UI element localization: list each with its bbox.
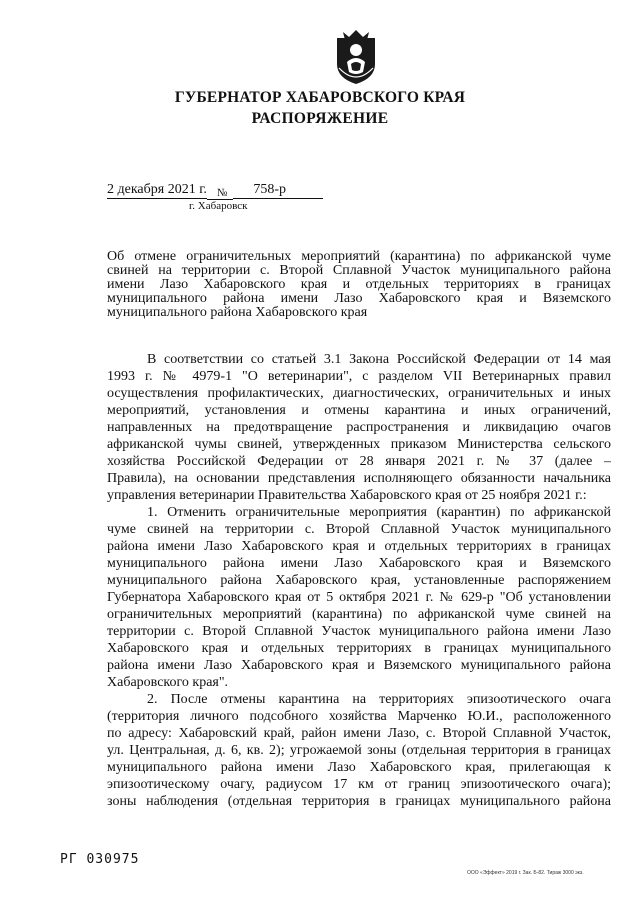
text-line: зоны наблюдения (отдельная территория в границах муниципального района: [107, 794, 611, 809]
text-line: африканской чумы свиней, утвержденных приказом Министерства сельского: [107, 437, 611, 452]
text-line: (территория личного подсобного хозяйства Марченко Ю.И., расположенного: [107, 709, 611, 724]
text-line: В соответствии со статьей 3.1 Закона Российской Федерации от 14 мая: [147, 352, 611, 367]
text-line: Хабаровского края".: [107, 675, 229, 690]
text-line: управления ветеринарии Правительства Хабаровского края от 25 ноября 2021 г.:: [107, 488, 587, 503]
text-line: ул. Центральная, д. 6, кв. 2); угрожаемой зоны (отдельная территория в границах: [107, 743, 611, 758]
text-line: чуме свиней на территории с. Второй Сплавной Участок муниципального: [107, 522, 611, 537]
number-label: №: [207, 187, 234, 200]
text-line: 1993 г. № 4979-1 "О ветеринарии", с разделом VII Ветеринарных правил: [107, 369, 611, 384]
date-number-line: [107, 182, 323, 200]
text-line: 2. После отмены карантина на территориях эпизоотического очага: [147, 692, 611, 707]
issuer-heading: ГУБЕРНАТОР ХАБАРОВСКОГО КРАЯ: [174, 89, 466, 106]
coat-of-arms-icon: [333, 28, 379, 86]
text-line: района имени Лазо Хабаровского края и Вяземского муниципального района: [107, 658, 611, 673]
text-line: свиней на территории с. Второй Сплавной Участок муниципального района: [107, 264, 611, 278]
text-line: направленных на предотвращение распространения и ликвидацию очагов: [107, 420, 611, 435]
text-line: Хабаровского края и отдельных территориях в границах муниципального: [107, 641, 611, 656]
text-line: мероприятий, установления и отмены карантина и иных ограничений,: [107, 403, 611, 418]
text-line: 1. Отменить ограничительные мероприятия (карантин) по африканской: [147, 505, 611, 520]
printer-imprint: ООО «Эффект» 2019 г. Зак. Б-82. Тираж 3000 экз.: [467, 870, 584, 876]
document-type-heading: РАСПОРЯЖЕНИЕ: [251, 110, 389, 127]
text-line: Правила), на основании представления исполняющего обязанности начальника: [107, 471, 611, 486]
document-body: [107, 351, 611, 810]
text-line: ограничительных мероприятий (карантина) по африканской чуме свиней на: [107, 607, 611, 622]
document-date: 2 декабря 2021 г.: [107, 182, 207, 197]
document-title: [107, 250, 611, 320]
place-of-issue: г. Хабаровск: [189, 200, 248, 212]
text-line: по адресу: Хабаровский край, район имени Лазо, с. Второй Сплавной Участок,: [107, 726, 611, 741]
registration-number: РГ 030975: [60, 852, 140, 867]
text-line: района имени Лазо Хабаровского края и отдельных территориях в границах: [107, 539, 611, 554]
text-line: Губернатора Хабаровского края от 5 октября 2021 г. № 629-р "Об установлении: [107, 590, 611, 605]
text-line: осуществления профилактических, диагностических, ограничительных и иных: [107, 386, 611, 401]
text-line: хозяйства Российской Федерации от 28 января 2021 г. № 37 (далее –: [107, 454, 611, 469]
document-number: 758-р: [233, 182, 323, 199]
text-line: муниципального района имени Лазо Хабаровского края и Вяземского: [107, 556, 611, 571]
text-line: Об отмене ограничительных мероприятий (карантина) по африканской чуме: [107, 250, 611, 264]
text-line: имени Лазо Хабаровского края и отдельных территориях в границах: [107, 278, 611, 292]
text-line: муниципального района имени Лазо Хабаровского края и Вяземского: [107, 292, 611, 306]
text-line: территории с. Второй Сплавной Участок муниципального района имени Лазо: [107, 624, 611, 639]
text-line: муниципального района Хабаровского края: [107, 306, 368, 320]
text-line: муниципального района имени Лазо Хабаровского края, прилегающая к: [107, 760, 611, 775]
text-line: муниципального района Хабаровского края, установленные распоряжением: [107, 573, 611, 588]
text-line: эпизоотическому очагу, радиусом 17 км от границ эпизоотического очага);: [107, 777, 611, 792]
